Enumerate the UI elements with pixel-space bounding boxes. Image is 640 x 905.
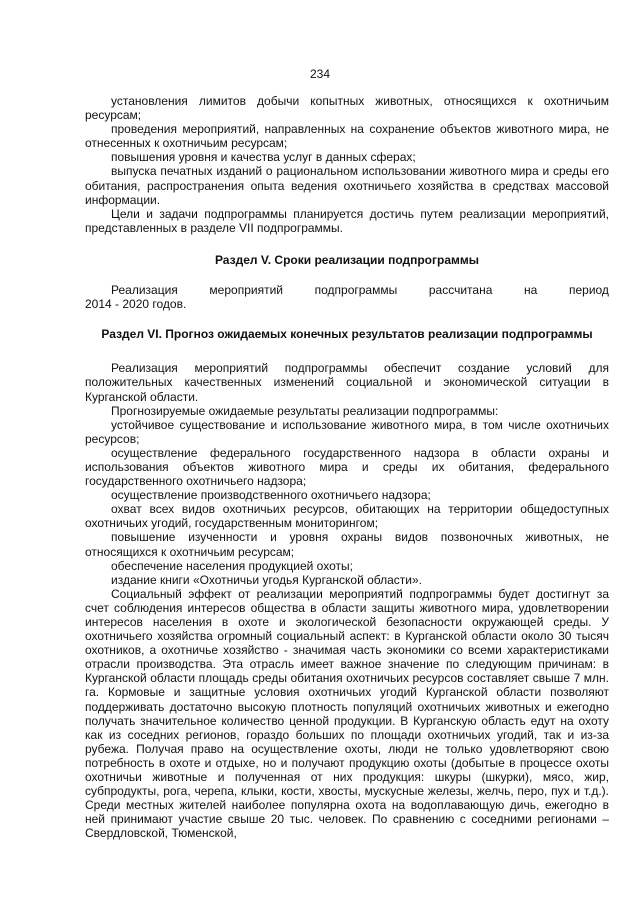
section-heading-6: Раздел VI. Прогноз ожидаемых конечных результатов реализации подпрограммы — [101, 327, 593, 342]
list-item: осуществление федерального государственного надзора в области охраны и использования объектов животного мира и среды их обитания, федерального государственного охотничьего надзора; — [85, 445, 609, 489]
section-heading-5: Раздел V. Сроки реализации подпрограммы — [214, 252, 480, 267]
word: период — [568, 283, 609, 298]
word: Реализация — [111, 283, 178, 298]
paragraph: выпуска печатных изданий о рациональном использовании животного мира и среды его обитания, распространения опыта ведения охотничьего хозяйства в средствах массовой информации. — [85, 164, 609, 207]
list-item: издание книги «Охотничьи угодья Курганской области». — [111, 572, 423, 587]
list-item: повышение изученности и уровня охраны видов позвоночных животных, не относящихся к охотничьим ресурсам; — [85, 530, 609, 559]
list-item: обеспечение населения продукцией охоты; — [111, 558, 353, 573]
word: мероприятий — [209, 283, 283, 298]
page-number: 234 — [309, 67, 331, 81]
paragraph: Прогнозируемые ожидаемые результаты реализации подпрограммы: — [111, 403, 499, 418]
paragraph: установления лимитов добычи копытных животных, относящихся к охотничьим ресурсам; — [85, 94, 609, 123]
paragraph: Реализация мероприятий подпрограммы обеспечит создание условий для положительных качественных изменений социальной и экономической ситуации в Курганской области. — [85, 361, 609, 404]
list-item: устойчивое существование и использование животного мира, в том числе охотничьих ресурсов; — [85, 417, 609, 446]
section5-line1 — [85, 283, 609, 297]
paragraph: Цели и задачи подпрограммы планируется достичь путем реализации мероприятий, представленных в разделе VII подпрограммы. — [85, 206, 609, 235]
section5-line2: 2014 - 2020 годов. — [85, 297, 187, 312]
list-item: охват всех видов охотничьих ресурсов, обитающих на территории общедоступных охотничьих угодий, государственным мониторингом; — [85, 502, 609, 531]
list-item: осуществление производственного охотничьего надзора; — [111, 488, 431, 503]
word: рассчитана — [428, 283, 493, 298]
word: подпрограммы — [314, 283, 398, 298]
paragraph: повышения уровня и качества услуг в данных сферах; — [111, 150, 416, 165]
paragraph: проведения мероприятий, направленных на сохранение объектов животного мира, не отнесенных к охотничьим ресурсам; — [85, 122, 609, 151]
page-content — [85, 94, 609, 841]
word: на — [524, 283, 538, 298]
paragraph: Социальный эффект от реализации мероприятий подпрограммы будет достигнут за счет соблюдения интересов общества в области защиты животного мира, удовлетворении интересов населения в охоте и экологической безопасности окружающей среды. У охотничьего хозяйства огромный социальный аспект: в Курганской области около 30 тысяч охотников, а охотничье хозяйство - значимая часть экономики со всеми характеристиками отрасли производства. Эта отрасль имеет важное значение по следующим причинам: в Курганской области площадь среды обитания охотничьих ресурсов составляет свыше 7 млн. га. Кормовые и защитные условия охотничьих угодий Курганской области позволяют поддерживать достаточно высокую плотность популяций охотничьих животных и ежегодно получать значительное количество ценной продукции. В Курганскую область едут на охоту как из соседних регионов, гораздо больших по площади охотничьих угодий, так и из-за рубежа. Получая право на осуществление охоты, люди не только удовлетворяют свою потребность в охоте и отдыхе, но и получают продукцию охоты (добытые в процессе охоты охотничьи животные и полученная от них продукция: шкуры (шкурки), мясо, жир, субпродукты, рога, черепа, клыки, кости, хвосты, мускусные железы, желчь, перо, пух и т.д.). Среди местных жителей наиболее популярна охота на водоплавающую дичь, ежегодно в ней принимают участие свыше 20 тыс. человек. По сравнению с соседними регионами – Свердловской, Тюменской, — [85, 586, 609, 841]
